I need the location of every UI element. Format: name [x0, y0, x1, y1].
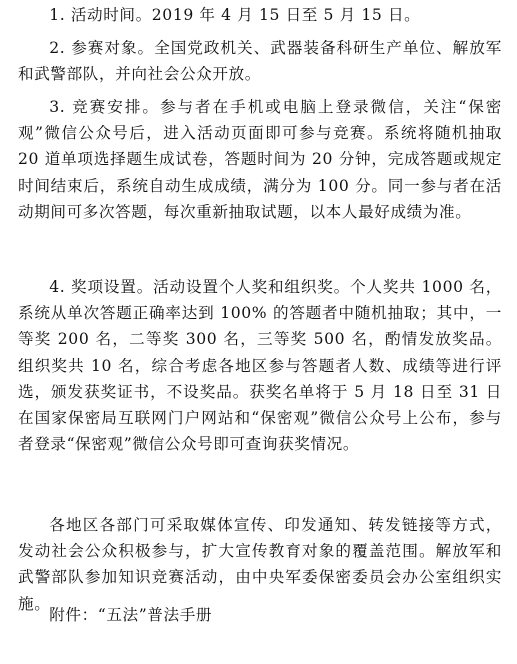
paragraph-awards: 4. 奖项设置。活动设置个人奖和组织奖。个人奖共 1000 名，系统从单次答题正确率达到 100% 的答题者中随机抽取；其中，一等奖 200 名，二等奖 300 名，三等奖 500 名，酌情发放奖品。组织奖共 10 名，综合考虑各地区参与答题者人数、成绩等进行评选，颁发获奖证书，不设奖品。获奖名单将于 5 月 18 日至 31 日在国家保密局互联网门户网站和“保密观”微信公众号上公布，参与者登录“保密观”微信公众号即可查询获奖情况。: [18, 278, 502, 454]
paragraph-activity-time: 1. 活动时间。2019 年 4 月 15 日至 5 月 15 日。: [49, 6, 421, 24]
paragraph-competition-arrangement: 3. 竞赛安排。参与者在手机或电脑上登录微信，关注“保密观”微信公众号后，进入活动页面即可参与竞赛。系统将随机抽取 20 道单项选择题生成试卷，答题时间为 20 分钟，完成答题或规定时间结束后，系统自动生成成绩，满分为 100 分。同一参与者在活动期间可多次答题，每次重新抽取试题，以本人最好成绩为准。: [18, 98, 502, 221]
paragraph-participants: 2. 参赛对象。全国党政机关、武器装备科研生产单位、解放军和武警部队，并向社会公众开放。: [18, 39, 502, 84]
paragraph-attachment: 附件：“五法”普法手册: [49, 606, 213, 624]
paragraph-publicity: 各地区各部门可采取媒体宣传、印发通知、转发链接等方式，发动社会公众积极参与，扩大宣传教育对象的覆盖范围。解放军和武警部队参加知识竞赛活动，由中央军委保密委员会办公室组织实施。: [18, 516, 502, 613]
